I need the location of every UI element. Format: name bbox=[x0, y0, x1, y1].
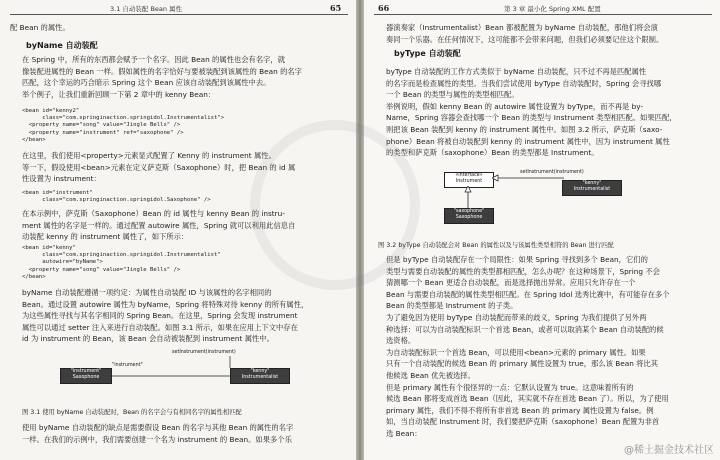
saxophone-bean-box: "saxophone" Saxophone bbox=[444, 208, 494, 224]
figure-caption: 图 3.2 byType 自动装配会对 Bean 的属性以及与该属性类型相符的 Bean 进行匹配 bbox=[378, 242, 614, 249]
code-block: <bean id="kenny" class="com.springinaction.springidol.Instrumentalist" autowire="byName"> <property name="song" value="Jingle Bells" /> </bean> bbox=[22, 245, 221, 280]
arrow-icon bbox=[492, 174, 564, 182]
paragraph: byType 自动装配的工作方式类似于 byName 自动装配，只不过不再是匹配属性 的名字而是检查属性的类型。当我们尝试使用 byType 自动装配时，Spring 会寻找哪 一个 Bean 的类型与属性的类型相匹配。 举例说明，假如 kenny Bean 的 autowire 属性设置为 byType，而不再是 by- Name，Spring 容器会查找哪一个 Bean 的类型与 Instrument 类型相匹配。如果匹配， 则把该 Bean 装配到 kenny 的 instrument 属性中。如图 3.2 所示，萨克斯（saxo- phone）Bean 将被自动装配到 kenny 的 instrument 属性中，因为 instrument 属性 的类型和萨克斯（saxophone）Bean 的类型都是 Instrument。 bbox=[386, 67, 677, 158]
figure-caption: 图 3.1 使用 byName 自动装配时，Bean 的名字会与有相同名字的属性相匹配 bbox=[22, 409, 242, 416]
figure-3-2 bbox=[444, 162, 644, 232]
paragraph: 但是 byType 自动装配存在一个局限性：如果 Spring 寻找到多个 Bean，它们的 类型与需要自动装配的属性的类型都相匹配，怎么办呢？在这种场景下，Spring 不会 猜测哪一个 Bean 更适合自动装配，而是选择抛出异常。应用只允许存在一个 Bean 与需要自动装配的属性类型相匹配。在 Spring Idol 选秀比赛中，有可能存在多个 Bean 的类型都是 Instrument 的子类。 为了避免因为使用 byType 自动装配而带来的歧义，Spring 为我们提供了另外两 种选择：可以为自动装配标识一个首选 Bean，或者可以取消某个 Bean 自动装配的候 选资格。 为自动装配标识一个首选 Bean，可以使用<bean>元素的 primary 属性。如果 只有一个自动装配的候选 Bean 的 primary 属性设置为 true，那么该 Bean 将比其 他候选 Bean 优先被选择。 但是 primary 属性有个很怪异的一点：它默认设置为 true。这意味着所有的 候选 Bean 都将变成首选 Bean（因此，其实就不存在首选 Bean 了）。所以，为了使用 primary 属性，我们不得不将所有非首选 Bean 的 primary 属性设置为 false。例 如，当自动装配 Instrument 时，我们要把萨克斯（saxophone）Bean 配置为非首 选 Bean： bbox=[386, 255, 670, 438]
intro-text: 配 Bean 的属性。 bbox=[10, 23, 70, 32]
figure-3-1 bbox=[60, 350, 290, 400]
inherit-arrow-icon bbox=[464, 186, 472, 208]
saxophone-bean-box: "instrument" Saxophone bbox=[60, 368, 112, 384]
page-number: 65 bbox=[330, 3, 342, 13]
watermark: @稀土掘金技术社区 bbox=[624, 445, 714, 456]
pointer-icon bbox=[225, 356, 235, 368]
running-head: 第 3 章 最小化 Spring XML 配置 bbox=[504, 5, 601, 13]
paragraph: byName 自动装配遵循一项约定：为属性自动装配 ID 与该属性的名字相同的 Bean。通过设置 autowire 属性为 byName，Spring 将特殊对待 kenny 的所有属性， 为这些属性寻找与其名字相同的 Spring Bean。在这里，Spring 会发现 instrument 属性可以通过 setter 注入来进行自动装配。如图 3.1 所示，如果在应用上下文中存在 id 为 instrument 的 Bean，该 Bean 会自动被装配到 instrument 属性中。 bbox=[22, 288, 309, 344]
paragraph: 使用 byName 自动装配的缺点是需要假设 Bean 的名字与其他 Bean 的属性的名字 一样。在我们的示例中，我们需要创建一个名为 instrument 的 Bean。如果多个乐 bbox=[22, 423, 294, 444]
code-block: <bean id="kenny2" class="com.springinaction.springidol.Instrumentalist"> <property name="song" value="Jingle Bells" /> <property name="instrument" ref="saxophone" /> </bean> bbox=[22, 108, 225, 143]
setter-label: setInstrument(instrument) bbox=[520, 170, 584, 175]
right-page bbox=[364, 0, 720, 460]
running-head: 3.1 自动装配 Bean 属性 bbox=[110, 5, 183, 13]
arrow-icon bbox=[110, 372, 240, 380]
kenny-bean-box: "kenny" Instrumentalist bbox=[562, 180, 622, 196]
header-rule bbox=[374, 14, 712, 15]
bean-name-label: "instrument" bbox=[112, 363, 143, 368]
paragraph: 在本示例中，萨克斯（Saxophone）Bean 的 id 属性与 kenny Bean 的 instru- ment 属性的名字是一样的。通过配置 autowire 属性，Spring 就可以利用此信息自 动装配 kenny 的 instrument 属性了，如下所示： bbox=[22, 209, 296, 242]
paragraph: 器演奏家（Instrumentalist）Bean 都被配置为 byName 自动装配，那他们将会演 奏同一个乐器。在任何情况下，这可能都不会带来问题，但我们必须要记住这个限制。 bbox=[386, 23, 664, 44]
section-heading: byType 自动装配 bbox=[394, 49, 461, 58]
page-number: 66 bbox=[378, 3, 390, 13]
header-rule bbox=[10, 14, 348, 15]
paragraph: 在这里，我们使用<property>元素显式配置了 Kenny 的 instrument 属性。 等一下，假设使用<bean>元素在定义萨克斯（Saxophone）时，把 Bean 的 id 属 性设置为 instrument： bbox=[22, 151, 296, 184]
section-heading: byName 自动装配 bbox=[26, 41, 98, 50]
instrument-interface-box: «interface» Instrument bbox=[444, 172, 494, 188]
setter-label: setInstrument(instrument) bbox=[172, 350, 236, 355]
code-block: <bean id="instrument" class="com.springinaction.springidol.Saxophone" /> bbox=[22, 190, 211, 204]
paragraph: 在 Spring 中，所有的东西都会赋予一个名字。因此 Bean 的属性也会有名字，就 像装配进属性的 Bean 一样。假如属性的名字恰好与要被装配到该属性的 Bean 的名字 匹配，这个幸运的巧合暗示 Spring 这个 Bean 应该自动装配到该属性中去。 举个例子，让我们重新回顾一下第 2 章中的 kenny Bean： bbox=[22, 55, 302, 99]
kenny-bean-box: "kenny" Instrumentalist bbox=[230, 368, 290, 384]
